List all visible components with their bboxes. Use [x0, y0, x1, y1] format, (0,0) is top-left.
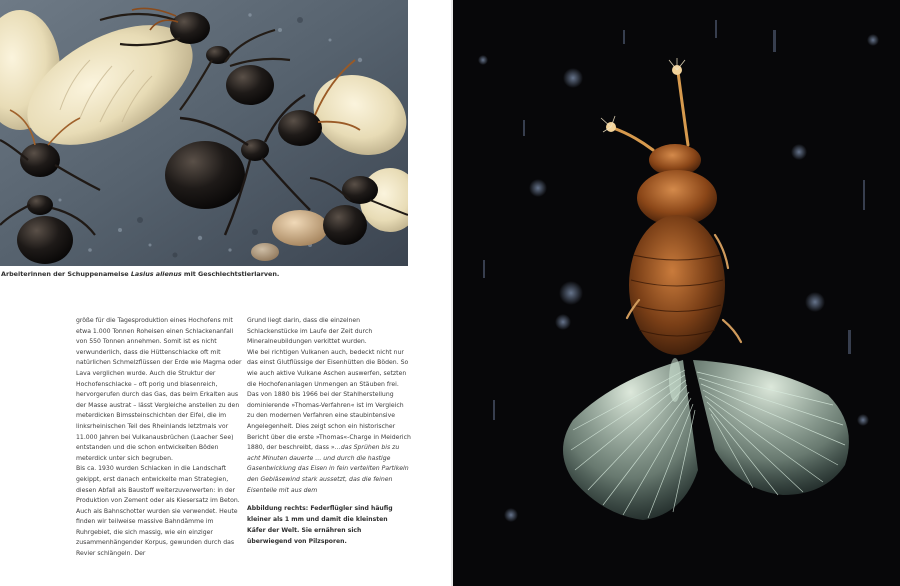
featherwing-beetle-illustration	[453, 0, 900, 586]
photo-caption-species: Lasius alienus	[130, 270, 182, 278]
beetle-caption: Abbildung rechts: Federflügler sind häufig kleiner als 1 mm und damit die kleinsten Käfer der Welt. Sie ernähren sich überwiegend von Pilzsporen.	[247, 505, 393, 545]
photo-caption-before: Arbeiterinnen der Schuppenameise	[1, 270, 131, 278]
photo-caption	[1, 270, 421, 279]
beetle-photo	[453, 0, 900, 586]
text-column-right	[247, 316, 411, 496]
right-paragraph-2-text: Wie bei richtigen Vulkanen auch, bedeckt nicht nur das einst Glutflüssige der Eisenhütten die Böden. So wie auch aktive Vulkane Aschen auswerfen, setzten die Hochofenanlagen Unmengen an Stäuben frei. Das von 1880 bis 1966 bei der Stahlherstellung dominierende »Thomas-Verfahren« ist im Vergleich zu den modernen Verfahren eine staubintensive Angelegenheit. Dies zeigt schon ein historischer Bericht über die erste »Thomas«-Charge in Meiderich 1880, der beschreibt, dass »	[247, 348, 411, 452]
text-column-left	[76, 316, 242, 560]
left-paragraph-1: größe für die Tagesproduktion eines Hochofens mit etwa 1.000 Tonnen Roheisen einen Schlackenanfall von 550 Tonnen annehmen. Somit ist es nicht verwunderlich, dass die Hüttenschlacke oft mit natürlichen Schmelzflüssen der Erde wie Magma oder Lava verglichen wurde. Auch die Struktur der Hochofenschlacke – oft porig und blasenreich, hervorgerufen durch das Gas, das beim Erkalten aus der Masse austrat – lässt Vergleiche anstellen zu den meterdicken Bimssteinschichten der Eifel, die im linksrheinischen Teil des Rheinlands letztmals vor 11.000 Jahren bei Vulkanausbrüchen (Laacher See) entstanden und die schon entwickelten Böden meterdick unter sich begruben.	[76, 317, 242, 462]
right-paragraph-2-quote: …das Sprühen bis zu acht Minuten dauerte … und durch die hastige Gasentwicklung das Eisen in fein verteilten Partikeln den Gebläsewind stark aussetzt, das die feinen Eisenteile mit aus dem	[247, 444, 409, 494]
right-paragraph-2	[247, 348, 411, 496]
photo-caption-after: mit Geschlechtstierlarven.	[181, 270, 280, 278]
ant-photo	[0, 0, 408, 266]
left-paragraph-2: Bis ca. 1930 wurden Schlacken in die Landschaft gekippt, erst danach entwickelte man Strategien, diesen Abfall als Baustoff weiterzuverwerten: in der Produktion von Zement oder als Kiesersatz im Beton. Auch als Bahnschotter wurden sie verwendet. Heute finden wir teilweise massive Bahndämme im Ruhrgebiet, die sich massig, wie ein einziger zusammenhängender Korpus, gewunden durch das Revier schlängeln. Der	[76, 465, 240, 558]
ant-photo-illustration	[0, 0, 408, 266]
right-paragraph-1: Grund liegt darin, dass die einzelnen Schlackenstücke im Laufe der Zeit durch Mineralneubildungen verkittet wurden.	[247, 317, 373, 346]
